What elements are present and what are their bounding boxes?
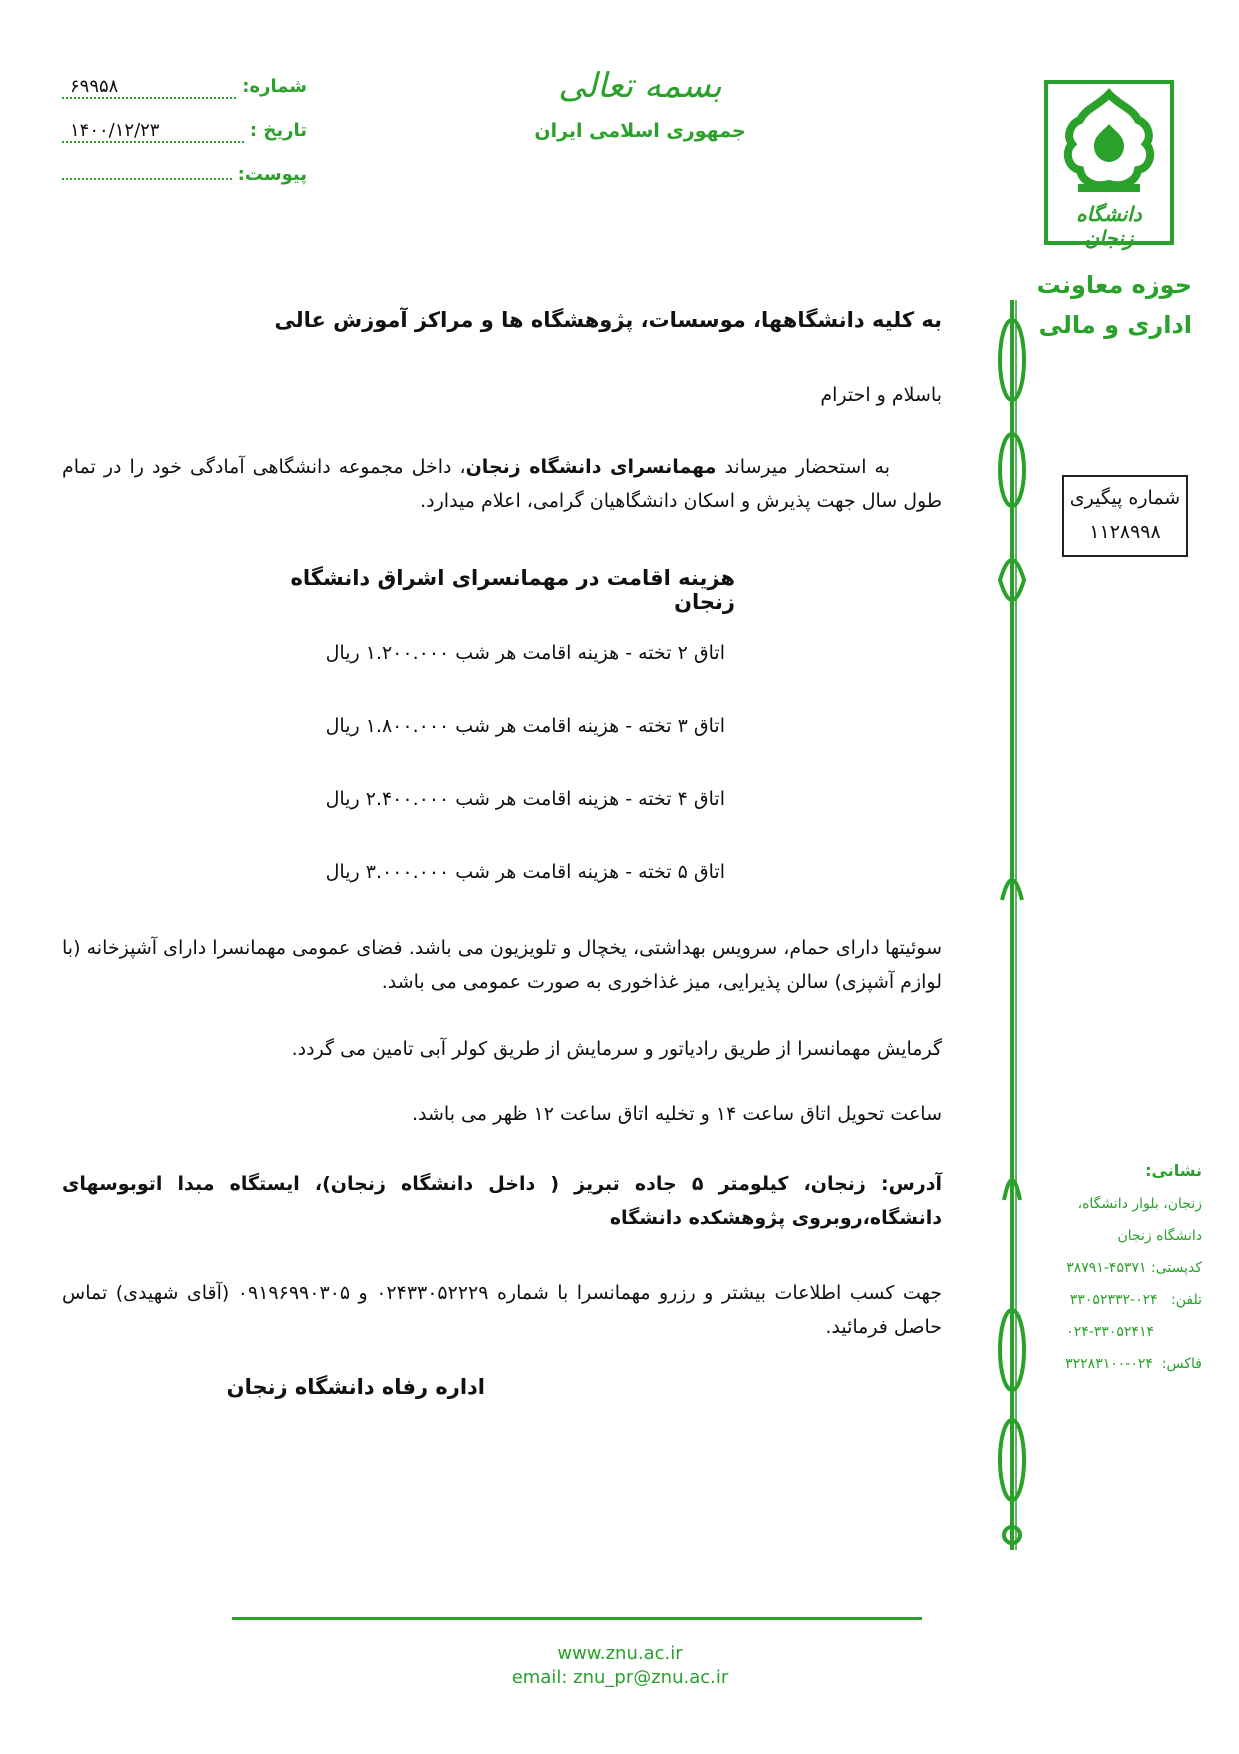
letterhead-center	[520, 66, 760, 142]
address-title: نشانی:	[1145, 1161, 1202, 1180]
tracking-label: شماره پیگیری	[1069, 487, 1181, 509]
fax-number: ۰۲۴-۳۲۲۸۳۱۰۰	[1065, 1356, 1153, 1372]
room-item: اتاق ۲ تخته - هزینه اقامت هر شب ۱.۲۰۰.۰۰۰ ریال	[325, 642, 725, 664]
phone-2: ۰۲۴-۳۳۰۵۲۴۱۴	[1066, 1324, 1154, 1340]
address-paragraph: آدرس: زنجان، کیلومتر ۵ جاده تبریز ( داخل دانشگاه زنجان)، ایستگاه مبدا اتوبوسهای دانشگاه،روبروی پژوهشکده دانشگاه	[62, 1173, 943, 1229]
postal-label: کدپستی:	[1150, 1260, 1202, 1276]
number-label: شماره:	[242, 76, 307, 97]
phone-1: ۰۲۴-۳۳۰۵۲۳۳۲	[1069, 1292, 1158, 1308]
greeting: باسلام و احترام	[820, 384, 942, 406]
attachment-row	[62, 164, 307, 208]
checkin-paragraph: ساعت تحویل اتاق ساعت ۱۴ و تخلیه اتاق ساعت ۱۲ ظهر می باشد.	[411, 1103, 942, 1125]
heating-paragraph: گرمایش مهمانسرا از طریق رادیاتور و سرمایش از طریق کولر آبی تامین می گردد.	[291, 1038, 942, 1060]
letter-meta	[62, 76, 307, 208]
cost-title: هزینه اقامت در مهمانسرای اشراق دانشگاه زنجان	[290, 566, 735, 614]
attachment-value	[62, 178, 232, 180]
phone-label: تلفن:	[1171, 1292, 1202, 1308]
room-item: اتاق ۳ تخته - هزینه اقامت هر شب ۱.۸۰۰.۰۰۰ ریال	[325, 715, 725, 737]
department-line2: اداری و مالی	[1038, 311, 1192, 339]
department-line1: حوزه معاونت	[1036, 271, 1192, 299]
university-logo	[1044, 80, 1174, 250]
address-line2: دانشگاه زنجان	[1117, 1228, 1202, 1244]
intro-suffix: ، داخل مجموعه دانشگاهی آمادگی خود را در تمام طول سال جهت پذیرش و اسکان دانشگاهیان گرامی، اعلام میدارد.	[62, 456, 942, 512]
fax-row	[1020, 1348, 1202, 1380]
department-title	[1020, 265, 1192, 345]
republic-title: جمهوری اسلامی ایران	[534, 120, 746, 142]
room-item: اتاق ۵ تخته - هزینه اقامت هر شب ۳.۰۰۰.۰۰۰ ریال	[325, 861, 725, 883]
attachment-label: پیوست:	[237, 164, 307, 185]
tracking-box	[1062, 475, 1188, 557]
contact-paragraph: جهت کسب اطلاعات بیشتر و رزرو مهمانسرا با شماره ۰۲۴۳۳۰۵۲۲۲۹ و ۰۹۱۹۶۹۹۰۳۰۵ (آقای شهیدی) تماس حاصل فرمائید.	[62, 1282, 942, 1338]
number-row	[62, 76, 307, 120]
postal-code: ۴۵۳۷۱-۳۸۷۹۱	[1066, 1260, 1147, 1276]
fax-label: فاکس:	[1161, 1356, 1202, 1372]
intro-prefix: به استحضار میرساند	[716, 456, 890, 478]
number-value: ۶۹۹۵۸	[62, 76, 236, 99]
footer-divider	[232, 1617, 922, 1620]
date-value: ۱۴۰۰/۱۲/۲۳	[62, 120, 244, 143]
footer-email[interactable]: email: znu_pr@znu.ac.ir	[511, 1667, 729, 1688]
signature: اداره رفاه دانشگاه زنجان	[226, 1375, 485, 1399]
logo-caption: دانشگاه زنجان	[1076, 202, 1142, 250]
facilities-paragraph: سوئیتها دارای حمام، سرویس بهداشتی، یخچال و تلویزیون می باشد. فضای عمومی مهمانسرا دارای آشپزخانه (با لوازم آشپزی) سالن پذیرایی، میز غذاخوری به صورت عمومی می باشد.	[62, 937, 942, 993]
recipient-line: به کلیه دانشگاهها، موسسات، پژوهشگاه ها و مراکز آموزش عالی	[274, 308, 942, 332]
intro-paragraph	[62, 450, 942, 518]
address-line1: زنجان، بلوار دانشگاه،	[1077, 1196, 1202, 1212]
date-label: تاریخ :	[249, 120, 307, 141]
tracking-value: ۱۱۲۸۹۹۸	[1089, 521, 1161, 543]
footer-website[interactable]: www.znu.ac.ir	[557, 1643, 683, 1664]
phone-row	[1020, 1284, 1202, 1316]
basmala: بسمه تعالی	[558, 66, 722, 106]
sidebar-address	[1020, 1155, 1202, 1380]
intro-guesthouse-name: مهمانسرای دانشگاه زنجان	[465, 456, 717, 478]
postal-row	[1020, 1252, 1202, 1284]
room-item: اتاق ۴ تخته - هزینه اقامت هر شب ۲.۴۰۰.۰۰۰ ریال	[325, 788, 725, 810]
date-row	[62, 120, 307, 164]
